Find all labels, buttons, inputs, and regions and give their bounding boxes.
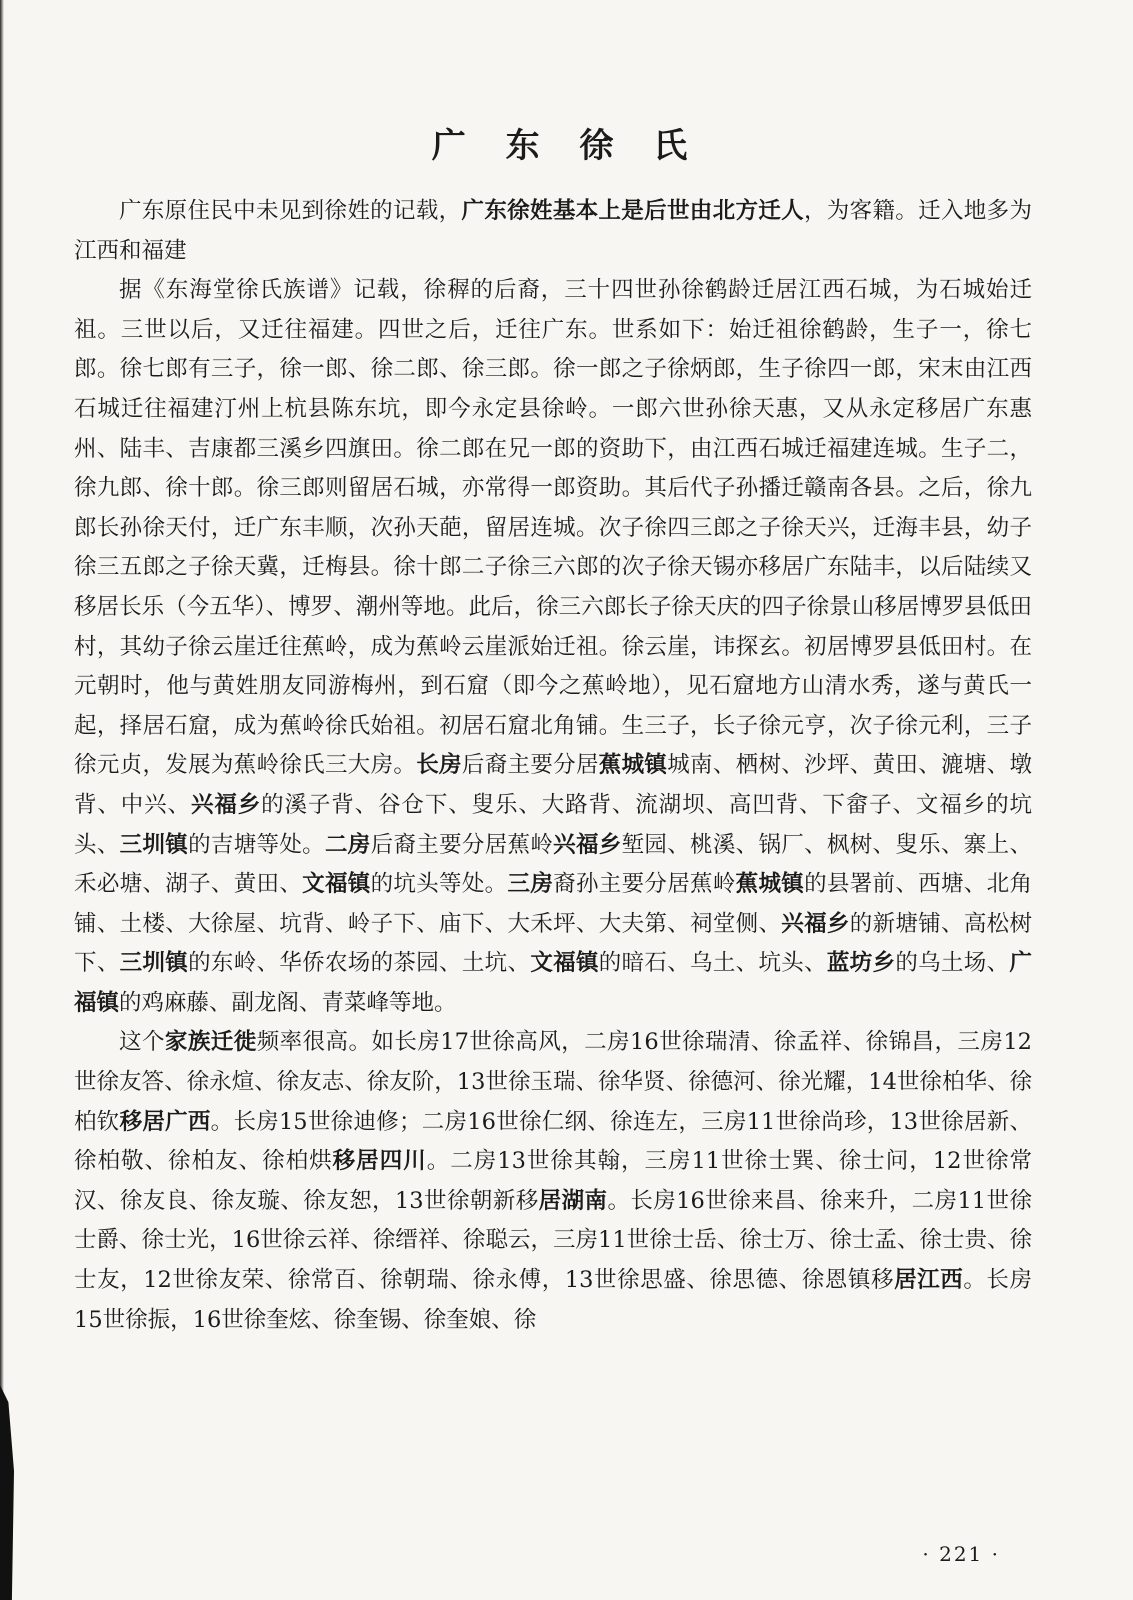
paragraph-2 [74, 271, 1032, 1023]
emphasis-run: 兴福乡 [781, 910, 850, 937]
emphasis-run: 兴福乡 [190, 791, 262, 818]
emphasis-run: 家族迁徙 [164, 1029, 257, 1056]
emphasis-run: 三圳镇 [119, 831, 189, 858]
emphasis-run: 兴福乡 [553, 831, 622, 858]
text-run: 城南、栖树、沙坪、黄田、漉塘、墩背、中兴、 [74, 752, 1032, 818]
page-spine-edge [0, 0, 4, 1600]
text-run: 堑园、桃溪、锅厂、枫树、叟乐、寨上、禾必塘、湖子、黄田、 [74, 831, 1032, 898]
text-run: 据《东海堂徐氏族谱》记载，徐稺的后裔，三十四世孙徐鹤龄迁居江西石城，为石城始迁祖。三世以后，又迁往福建。四世之后，迁往广东。世系如下：始迁祖徐鹤龄，生子一，徐七郎。徐七郎有三子，徐一郎、徐二郎、徐三郎。徐一郎之子徐炳郎，生子徐四一郎，宋末由江西石城迁往福建汀州上杭县陈东坑，即今永定县徐岭。一郎六世孙徐天惠，又从永定移居广东惠州、陆丰、吉康都三溪乡四旗田。徐二郎在兄一郎的资助下，由江西石城迁福建连城。生子二，徐九郎、徐十郎。徐三郎则留居石城，亦常得一郎资助。其后代子孙播迁赣南各县。之后，徐九郎长孙徐天付，迁广东丰顺，次孙天葩，留居连城。次子徐四三郎之子徐天兴，迁海丰县，幼子徐三五郎之子徐天冀，迁梅县。徐十郎二子徐三六郎的次子徐天锡亦移居广东陆丰，以后陆续又移居长乐（今五华）、博罗、潮州等地。此后，徐三六郎长子徐天庆的四子徐景山移居博罗县低田村，其幼子徐云崖迁往蕉岭，成为蕉岭云崖派始迁祖。徐云崖，讳探玄。初居博罗县低田村。在元朝时，他与黄姓朋友同游梅州，到石窟（即今之蕉岭地），见石窟地方山清水秀，遂与黄氏一起，择居石窟，成为蕉岭徐氏始祖。初居石窟北角铺。生三子，长子徐元亨，次子徐元利，三子徐元贞，发展为蕉岭徐氏三大房。 [74, 277, 1032, 779]
text-run: 的溪子背、谷仓下、叟乐、大路背、流湖坝、高凹背、下畲子、文福乡的坑头、 [74, 791, 1032, 858]
emphasis-run: 移居广西 [119, 1108, 211, 1135]
page-title: 广 东 徐 氏 [431, 126, 702, 166]
emphasis-run: 蕉城镇 [598, 752, 668, 779]
emphasis-run: 蓝坊乡 [826, 950, 896, 977]
text-run: 的暗石、乌土、坑头、 [598, 950, 827, 977]
emphasis-run: 三圳镇 [119, 950, 189, 977]
text-run: 。二房13世徐其翰，三房11世徐士巽、徐士问，12世徐常汉、徐友良、徐友璇、徐友恕，13世徐朝新移 [74, 1148, 1032, 1214]
emphasis-run: 三房 [507, 871, 554, 898]
scan-shadow-mark [0, 1385, 14, 1600]
emphasis-run: 广福镇 [74, 950, 1032, 1016]
emphasis-run: 文福镇 [530, 950, 599, 977]
page-number: · 221 · [922, 1542, 1000, 1566]
text-run: 的鸡麻藤、副龙阁、青菜峰等地。 [119, 989, 457, 1016]
text-run: 广东原住民中未见到徐姓的记载， [119, 198, 462, 224]
emphasis-run: 居湖南 [538, 1187, 608, 1214]
text-run: 的吉塘等处。 [188, 831, 325, 858]
text-run: 的乌土场、 [895, 950, 1010, 977]
emphasis-run: 居江西 [894, 1267, 964, 1294]
text-run: 。长房15世徐迪修；二房16世徐仁纲、徐连左，三房11世徐尚珍，13世徐居新、徐柏敬、徐柏友、徐柏烘 [74, 1108, 1032, 1175]
text-run: 的坑头等处。 [370, 871, 508, 898]
emphasis-run: 文福镇 [302, 871, 371, 898]
paragraph-3 [74, 1023, 1032, 1340]
emphasis-run: 蕉城镇 [735, 871, 805, 898]
text-run: 频率很高。如长房17世徐高风，二房16世徐瑞清、徐孟祥、徐锦昌，三房12世徐友答、徐永煊、徐友志、徐友阶，13世徐玉瑞、徐华贤、徐德河、徐光耀，14世徐柏华、徐柏钦 [74, 1029, 1032, 1135]
emphasis-run: 广东徐姓基本上是后世由北方迁人 [461, 198, 804, 224]
text-run: 的新塘铺、高松树下、 [74, 910, 1032, 977]
text-run: ，为客籍。迁入地多为江西和福建 [74, 198, 1032, 264]
text-run: 后裔主要分居蕉岭 [370, 831, 554, 858]
text-run: 这个 [119, 1029, 165, 1056]
emphasis-run: 二房 [324, 831, 371, 858]
text-run: 的东岭、华侨农场的茶园、土坑、 [188, 950, 531, 977]
emphasis-run: 长房 [416, 752, 462, 779]
text-run: 。长房15世徐振，16世徐奎炫、徐奎锡、徐奎娘、徐 [74, 1267, 1032, 1333]
text-run: 裔孙主要分居蕉岭 [553, 871, 736, 898]
text-run: 后裔主要分居 [461, 752, 599, 779]
paragraph-1 [74, 192, 1032, 271]
emphasis-run: 移居四川 [332, 1148, 427, 1175]
text-run: 的县署前、西塘、北角铺、土楼、大徐屋、坑背、岭子下、庙下、大禾坪、大夫第、祠堂侧、 [74, 871, 1032, 937]
article-body [74, 192, 1032, 1340]
text-run: 。长房16世徐来昌、徐来升，二房11世徐士爵、徐士光，16世徐云祥、徐缙祥、徐聪云，三房11世徐士岳、徐士万、徐士孟、徐士贵、徐士友，12世徐友荣、徐常百、徐朝瑞、徐永傅，13世徐思盛、徐思德、徐恩镇移 [74, 1187, 1032, 1294]
